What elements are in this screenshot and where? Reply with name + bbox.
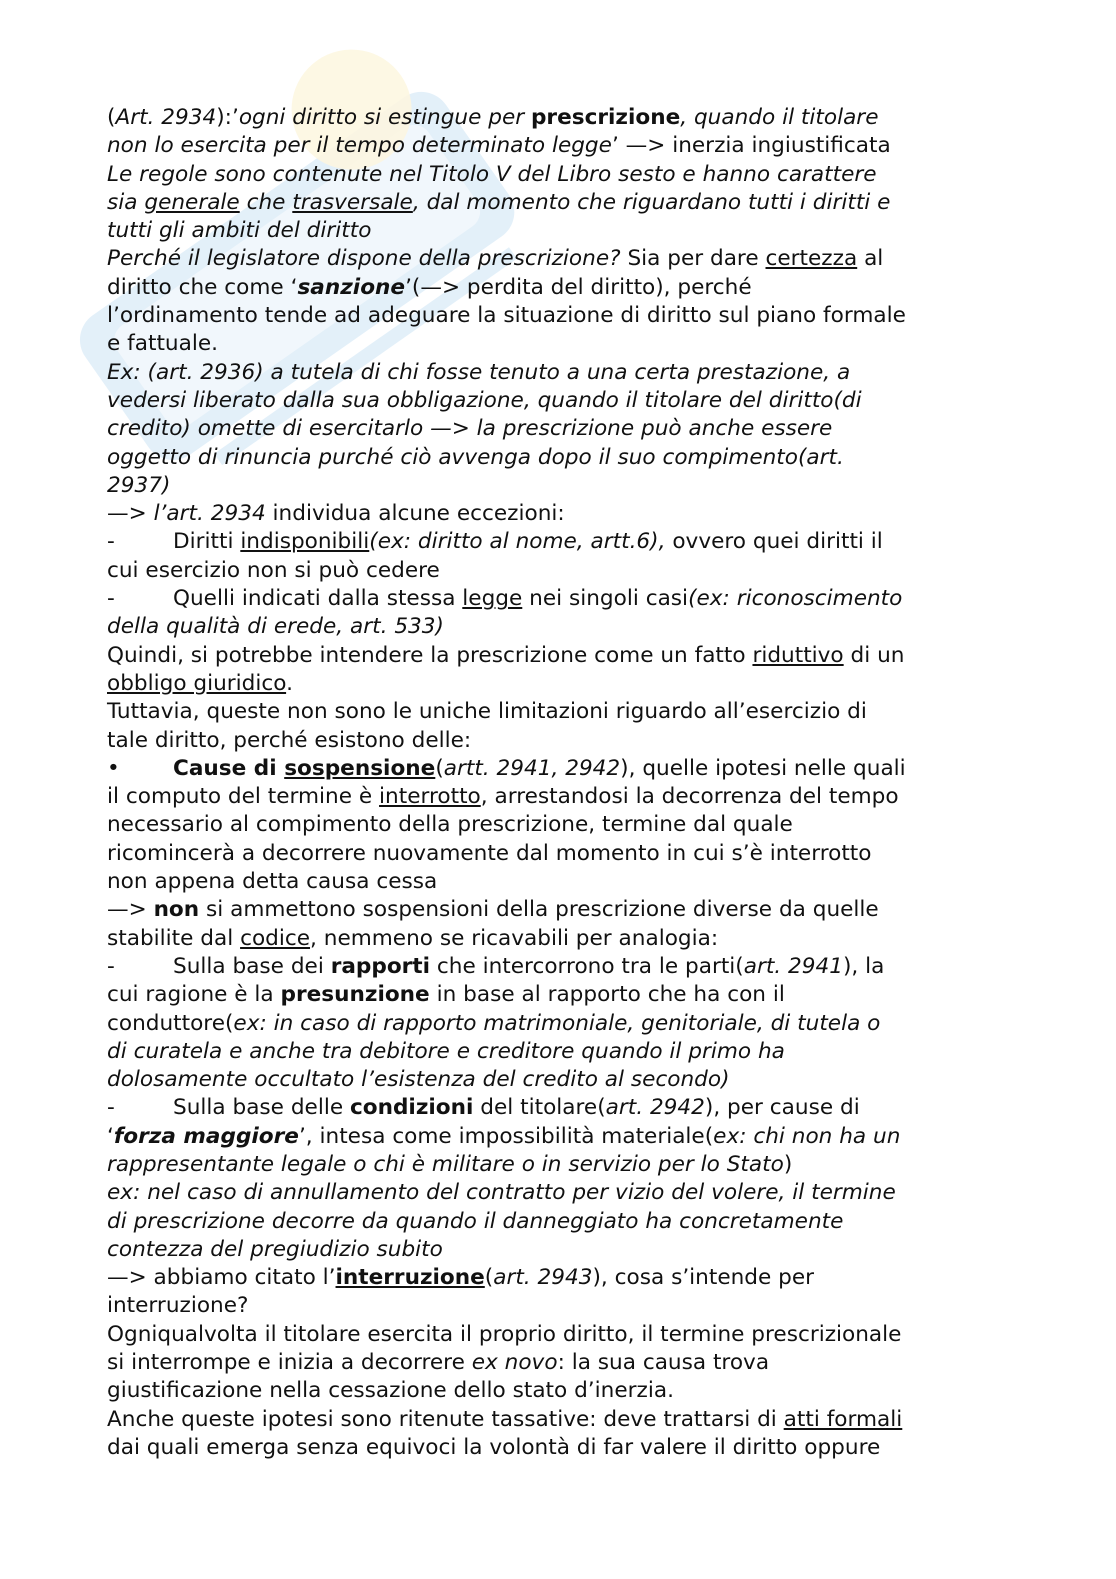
text-run: 2937) <box>107 472 171 498</box>
text-line <box>107 585 1007 613</box>
text-line <box>107 274 1007 302</box>
text-run: non lo esercita per il tempo determinato legge <box>107 133 612 159</box>
text-run: interrotto <box>379 784 481 810</box>
text-run: , arrestandosi la decorrenza del tempo <box>480 784 899 810</box>
text-run: interruzione? <box>107 1293 249 1319</box>
text-run: diritto che come ‘ <box>107 274 298 300</box>
text-run: individua alcune eccezioni: <box>265 501 565 527</box>
text-run: art. 2941 <box>743 953 843 979</box>
text-run: tale diritto, perché esistono delle: <box>107 727 472 753</box>
text-run: tutti gli ambiti del diritto <box>107 218 372 244</box>
text-line <box>107 811 1007 839</box>
text-line <box>107 330 1007 358</box>
text-run: sanzione <box>297 274 406 300</box>
text-line <box>107 302 1007 330</box>
text-line <box>107 1406 1007 1434</box>
text-line <box>107 444 1007 472</box>
text-line <box>107 727 1007 755</box>
text-run: non <box>153 897 200 923</box>
text-run: ‘ <box>107 1123 114 1149</box>
text-line <box>107 1236 1007 1264</box>
text-line <box>107 528 1007 556</box>
text-run: Diritti <box>173 529 241 555</box>
text-line <box>107 1264 1007 1292</box>
text-run: l’ordinamento tende ad adeguare la situazione di diritto sul piano formale <box>107 303 906 329</box>
text-run: stabilite dal <box>107 925 241 951</box>
text-line <box>107 1010 1007 1038</box>
text-run: certezza <box>765 246 858 272</box>
text-run: necessario al compimento della prescrizione, termine dal quale <box>107 812 793 838</box>
text-run: , quando il titolare <box>680 105 879 130</box>
text-run: forza maggiore <box>113 1123 299 1149</box>
text-run: codice <box>240 925 311 951</box>
text-run: il computo del termine è <box>107 784 380 810</box>
text-run: sospensione <box>284 755 436 781</box>
text-run: , nemmeno se ricavabili per analogia: <box>310 925 719 951</box>
text-run: vedersi liberato dalla sua obbligazione, quando il titolare del diritto(di <box>107 387 862 413</box>
text-line <box>107 1377 1007 1405</box>
text-line <box>107 189 1007 217</box>
text-line <box>107 642 1007 670</box>
text-line <box>107 415 1007 443</box>
text-run: si interrompe e inizia a decorrere <box>107 1350 472 1376</box>
text-run: obbligo giuridico <box>107 670 287 696</box>
text-run: art. 2943 <box>493 1265 593 1291</box>
text-run: condizioni <box>349 1095 474 1121</box>
text-run: ’ —> inerzia ingiustificata <box>611 133 891 159</box>
text-run: ex: chi non ha un <box>713 1123 901 1149</box>
text-line <box>107 557 1007 585</box>
text-line <box>107 953 1007 981</box>
text-line <box>107 1292 1007 1320</box>
text-run: Quelli indicati dalla stessa <box>173 586 463 612</box>
text-run: del titolare( <box>473 1095 606 1121</box>
text-line <box>107 1208 1007 1236</box>
text-line <box>107 245 1007 273</box>
text-run: cui ragione è la <box>107 982 281 1008</box>
text-run: indisponibili <box>240 529 370 555</box>
text-run: ( <box>107 105 116 130</box>
text-run: giustificazione nella cessazione dello stato d’inerzia. <box>107 1378 674 1404</box>
text-run: in base al rapporto che ha con il <box>429 982 785 1008</box>
text-run: generale <box>144 189 240 215</box>
document-body <box>107 104 1007 1462</box>
text-run: , dal momento che riguardano tutti i diritti e <box>412 189 891 215</box>
text-run: Ogniqualvolta il titolare esercita il proprio diritto, il termine prescrizionale <box>107 1321 902 1347</box>
text-run: ’, intesa come impossibilità materiale( <box>298 1123 714 1149</box>
text-line <box>107 670 1007 698</box>
text-line <box>107 1038 1007 1066</box>
dash-marker: - <box>107 1095 115 1121</box>
text-line <box>107 1321 1007 1349</box>
bullet-marker: • <box>107 755 120 781</box>
text-run: al <box>857 246 884 272</box>
text-line <box>107 868 1007 896</box>
text-run: nei singoli casi <box>522 586 689 612</box>
text-run: ( <box>484 1265 494 1291</box>
text-run: Perché il legislatore dispone della prescrizione? <box>107 246 621 272</box>
text-run: della qualità di erede, art. 533) <box>107 614 444 640</box>
text-line <box>107 104 1007 132</box>
text-run: Sulla base dei <box>173 953 331 979</box>
text-line <box>107 1066 1007 1094</box>
text-run: Tuttavia, queste non sono le uniche limitazioni riguardo all’esercizio di <box>107 699 867 725</box>
text-line <box>107 132 1007 160</box>
text-line <box>107 387 1007 415</box>
text-run: l’art. 2934 <box>153 501 266 527</box>
text-run: ) <box>783 1151 793 1177</box>
text-line <box>107 840 1007 868</box>
text-run: che intercorrono tra le parti( <box>430 953 744 979</box>
text-run: . <box>286 670 293 696</box>
text-run: che <box>239 189 293 215</box>
text-run: ):’ <box>216 105 239 130</box>
text-run: presunzione <box>280 982 430 1008</box>
text-run: atti formali <box>783 1406 903 1432</box>
text-run: rappresentante legale o chi è militare o in servizio per lo Stato <box>107 1151 784 1177</box>
dash-marker: - <box>107 529 115 555</box>
text-run: (ex: diritto al nome, artt.6), <box>369 529 666 555</box>
text-run: ( <box>435 755 444 781</box>
text-line <box>107 472 1007 500</box>
text-run: ovvero quei diritti il <box>665 529 883 555</box>
text-run: ex: in caso di rapporto matrimoniale, genitoriale, di tutela o <box>233 1010 881 1036</box>
text-run: : la sua causa trova <box>557 1350 770 1376</box>
text-run: cui esercizio non si può cedere <box>107 557 440 583</box>
text-run: Ex: (art. 2936) a tutela di chi fosse tenuto a una certa prestazione, a <box>107 359 851 385</box>
text-line <box>107 896 1007 924</box>
text-run: ex: nel caso di annullamento del contratto per vizio del volere, il termine <box>107 1180 896 1206</box>
text-run: dai quali emerga senza equivoci la volontà di far valere il diritto oppure <box>107 1434 881 1460</box>
text-line <box>107 1151 1007 1179</box>
text-line <box>107 1434 1007 1462</box>
text-run: legge <box>462 586 523 612</box>
text-line <box>107 1349 1007 1377</box>
text-run: Quindi, si potrebbe intendere la prescrizione come un fatto <box>107 642 753 668</box>
text-run: art. 2942 <box>605 1095 705 1121</box>
text-run: interruzione <box>335 1265 485 1291</box>
text-line <box>107 1179 1007 1207</box>
text-run: ), per cause di <box>704 1095 860 1121</box>
text-run: credito) omette di esercitarlo —> la prescrizione può anche essere <box>107 416 833 442</box>
text-run: ogni diritto si estingue per <box>238 105 531 130</box>
text-run: Sulla base delle <box>173 1095 350 1121</box>
text-line <box>107 698 1007 726</box>
text-run: si ammettono sospensioni della prescrizione diverse da quelle <box>199 897 879 923</box>
text-run: Le regole sono contenute nel Titolo V del Libro sesto e hanno carattere <box>107 161 877 187</box>
text-line <box>107 359 1007 387</box>
text-run: (ex: riconoscimento <box>688 586 903 612</box>
text-run: rapporti <box>330 953 431 979</box>
dash-marker: - <box>107 953 115 979</box>
text-run: oggetto di rinuncia purché ciò avvenga dopo il suo compimento(art. <box>107 444 844 470</box>
text-run: riduttivo <box>752 642 844 668</box>
text-run: ’(—> perdita del diritto), perché <box>405 274 752 300</box>
text-run: conduttore( <box>107 1010 234 1036</box>
text-run: ricomincerà a decorrere nuovamente dal momento in cui s’è interrotto <box>107 840 872 866</box>
text-run: non appena detta causa cessa <box>107 869 438 895</box>
text-line <box>107 500 1007 528</box>
text-run: ), cosa s’intende per <box>592 1265 815 1291</box>
text-line <box>107 925 1007 953</box>
text-line <box>107 1123 1007 1151</box>
text-run: ex novo <box>471 1350 558 1376</box>
text-run: Anche queste ipotesi sono ritenute tassative: deve trattarsi di <box>107 1406 784 1432</box>
text-line <box>107 1094 1007 1122</box>
text-run: dolosamente occultato l’esistenza del credito al secondo) <box>107 1067 730 1093</box>
text-run: sia <box>107 189 145 215</box>
dash-marker: - <box>107 586 115 612</box>
text-run: prescrizione <box>530 105 681 130</box>
text-line <box>107 755 1007 783</box>
text-line <box>107 161 1007 189</box>
text-run: e fattuale. <box>107 331 218 357</box>
text-line <box>107 217 1007 245</box>
text-run: di un <box>843 642 905 668</box>
text-run: —> <box>107 501 154 527</box>
text-line <box>107 783 1007 811</box>
text-run: ), quelle ipotesi nelle quali <box>620 755 906 781</box>
text-run: artt. 2941, 2942 <box>443 755 621 781</box>
text-run: contezza del pregiudizio subito <box>107 1236 443 1262</box>
text-run: —> <box>107 897 154 923</box>
text-run: Sia per dare <box>620 246 766 272</box>
text-run: ), la <box>842 953 885 979</box>
text-line <box>107 613 1007 641</box>
text-line <box>107 981 1007 1009</box>
text-run: di curatela e anche tra debitore e creditore quando il primo ha <box>107 1038 785 1064</box>
text-run: Art. 2934 <box>115 105 217 130</box>
text-run: trasversale <box>292 189 413 215</box>
text-run: —> abbiamo citato l’ <box>107 1265 336 1291</box>
text-run: Cause di <box>173 755 285 781</box>
text-run: di prescrizione decorre da quando il danneggiato ha concretamente <box>107 1208 844 1234</box>
